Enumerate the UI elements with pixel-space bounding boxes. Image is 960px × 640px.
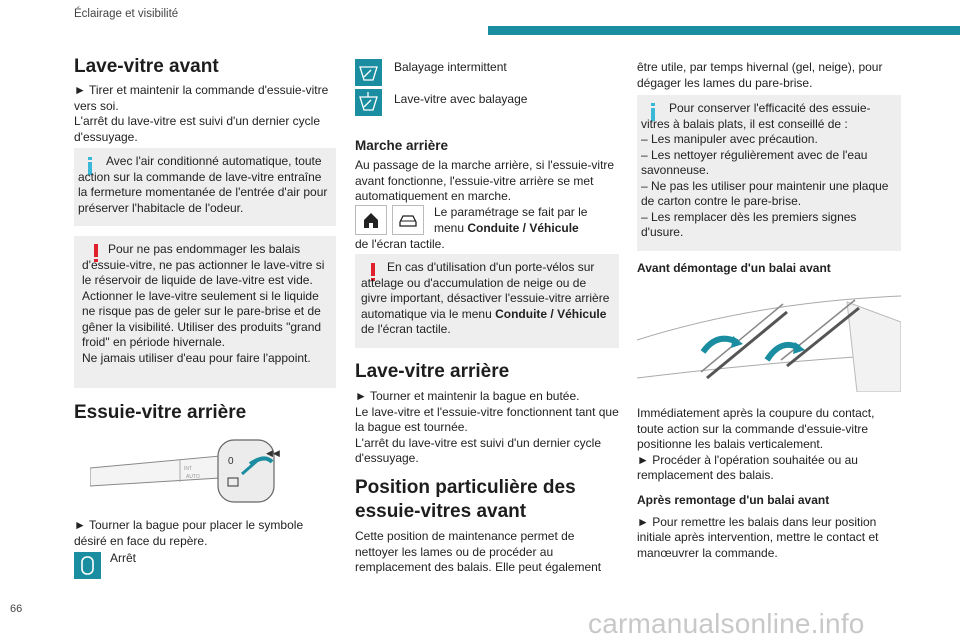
washer-label: Lave-vitre avec balayage bbox=[394, 92, 528, 106]
rear-washer-text-1: Le lave-vitre et l'essuie-vitre fonctionnent tant que la bague est tournée. bbox=[355, 404, 619, 434]
info-note-blades bbox=[637, 95, 901, 251]
section-header: Éclairage et visibilité bbox=[74, 8, 179, 20]
settings-menu-name: Conduite / Véhicule bbox=[467, 220, 579, 235]
warning-note-washer bbox=[74, 236, 336, 388]
column-3 bbox=[637, 60, 899, 91]
warning-note-text-3: Ne jamais utiliser d'eau pour faire l'appoint. bbox=[82, 350, 311, 365]
svg-text:AUTO: AUTO bbox=[186, 474, 200, 480]
rear-washer-step: ► Tourner et maintenir la bague en butée. bbox=[355, 389, 580, 403]
after-cut-text: Immédiatement après la coupure du contact, toute action sur la commande d'essuie-vitre positionne les balais verticalement. bbox=[637, 406, 875, 451]
svg-text:◀◀: ◀◀ bbox=[266, 448, 280, 458]
header-accent-bar bbox=[488, 26, 960, 35]
info-note-text: Avec l'air conditionné automatique, toute action sur la commande de lave-vitre entraîne la fermeture momentanée de l'entrée d'air pour préserver l'habitacle de l'odeur. bbox=[78, 154, 328, 215]
front-washer-step: ► Tirer et maintenir la commande d'essuie-vitre vers soi. bbox=[74, 83, 329, 113]
front-washer-text: L'arrêt du lave-vitre est suivi d'un dernier cycle d'essuyage. bbox=[74, 114, 321, 144]
maintenance-text: Cette position de maintenance permet de nettoyer les lames ou de procéder au remplacement des balais. Elle peut également bbox=[355, 529, 602, 574]
column-1 bbox=[74, 56, 336, 145]
intermittent-wipe-icon bbox=[355, 59, 382, 86]
refit-step: ► Pour remettre les balais dans leur position initiale après intervention, mettre le contact et manœuvrer la commande. bbox=[637, 514, 879, 560]
stop-label: Arrêt bbox=[110, 551, 137, 565]
svg-text:INT: INT bbox=[184, 466, 193, 472]
reverse-section bbox=[355, 137, 619, 205]
intermittent-label: Balayage intermittent bbox=[394, 60, 507, 74]
rear-wiper-title: Essuie-vitre arrière bbox=[74, 402, 247, 423]
reverse-title: Marche arrière bbox=[355, 138, 449, 153]
rear-wiper-instructions bbox=[74, 518, 336, 549]
tips-intro: Pour conserver l'efficacité des essuie-vitres à balais plats, il est conseillé de : bbox=[641, 101, 871, 131]
car-icon bbox=[392, 205, 424, 235]
watermark: carmanualsonline.info bbox=[588, 608, 865, 639]
rear-washer-text-2: L'arrêt du lave-vitre est suivi d'un dernier cycle d'essuyage. bbox=[355, 435, 602, 465]
rear-wiper-stalk-illustration bbox=[90, 434, 290, 512]
after-refit-title: Après remontage d'un balai avant bbox=[637, 492, 830, 507]
settings-text: Le paramétrage se fait par le menu Conduite / Véhicule bbox=[434, 205, 588, 235]
washer-wipe-icon bbox=[355, 89, 382, 116]
rear-wiper-step: ► Tourner la bague pour placer le symbole désiré en face du repère. bbox=[74, 518, 304, 548]
tip-item: – Les remplacer dès les premiers signes d'usure. bbox=[641, 209, 857, 239]
warning-note-text-1: Pour ne pas endommager les balais d'essuie-vitre, ne pas actionner le lave-vitre si le réservoir de liquide de lave-vitre est vide. bbox=[82, 242, 325, 287]
info-note-aircon bbox=[74, 148, 336, 226]
after-cut-section bbox=[637, 406, 899, 561]
warning-note-bike-text: En cas d'utilisation d'un porte-vélos sur attelage ou d'accumulation de neige ou de givre important, désactiver l'essuie-vitre arrière automatique via le menu Conduite / Véhicule de l'écran tactile. bbox=[361, 260, 610, 336]
tip-item: – Les manipuler avec précaution. bbox=[641, 132, 818, 146]
maintenance-text-continued: être utile, par temps hivernal (gel, neige), pour dégager les lames du pare-brise. bbox=[637, 60, 883, 90]
home-icon bbox=[355, 205, 387, 235]
maintenance-section bbox=[355, 476, 619, 576]
settings-text-end: de l'écran tactile. bbox=[355, 237, 445, 251]
reverse-text: Au passage de la marche arrière, si l'essuie-vitre avant fonctionne, l'essuie-vitre arrière se met automatiquement en marche. bbox=[355, 158, 615, 203]
svg-text:0: 0 bbox=[228, 456, 234, 467]
page-number: 66 bbox=[10, 603, 23, 615]
stop-icon bbox=[74, 552, 101, 579]
procedure-step: ► Procéder à l'opération souhaitée ou au remplacement des balais. bbox=[637, 452, 858, 482]
rear-washer-section bbox=[355, 361, 619, 467]
rear-washer-title: Lave-vitre arrière bbox=[355, 361, 510, 382]
before-removal-title: Avant démontage d'un balai avant bbox=[637, 261, 831, 275]
front-washer-title: Lave-vitre avant bbox=[74, 56, 219, 77]
warning-note-bike-rack bbox=[355, 254, 619, 348]
warning-note-text-2: Actionner le lave-vitre seulement si le liquide ne risque pas de geler sur le pare-brise et de gêner la visibilité. Utiliser des produits "grand froid" en période hivernale. bbox=[82, 288, 322, 349]
wiper-blades-illustration bbox=[637, 282, 901, 392]
maintenance-title: Position particulière des essuie-vitres avant bbox=[355, 477, 576, 522]
tip-item: – Les nettoyer régulièrement avec de l'eau savonneuse. bbox=[641, 147, 868, 177]
tip-item: – Ne pas les utiliser pour maintenir une plaque de carton contre le pare-brise. bbox=[641, 178, 889, 208]
